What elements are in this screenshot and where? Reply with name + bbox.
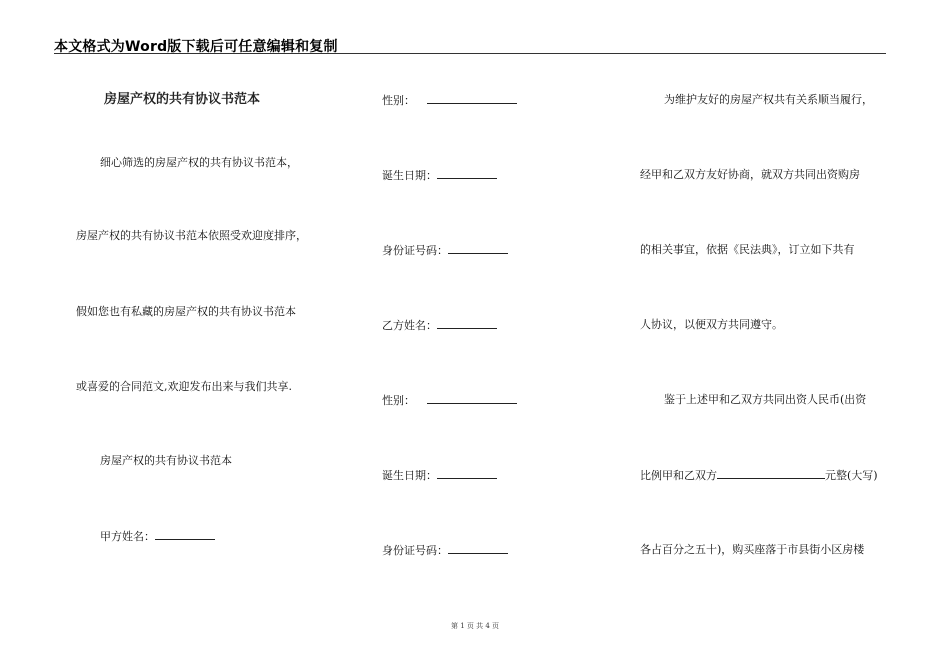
document-header: 本文格式为Word版下载后可任意编辑和复制 — [54, 39, 338, 55]
paragraph-line: 经甲和乙双方友好协商，就双方共同出资购房 — [640, 168, 860, 181]
gender-label: 性别： — [382, 94, 415, 107]
column-1 — [0, 0, 340, 672]
paragraph-line: 鉴于上述甲和乙双方共同出资人民币(出资 — [664, 393, 867, 406]
birth-blank[interactable] — [437, 168, 497, 179]
page-footer: 第 1 页 共 4 页 — [450, 622, 500, 630]
party-a-gender-row — [382, 93, 517, 108]
party-b-birth-row — [382, 468, 497, 483]
paragraph-line: 或喜爱的合同范文,欢迎发布出来与我们共享. — [76, 380, 292, 393]
party-a-name-blank[interactable] — [155, 529, 215, 540]
ratio-suffix: 元整(大写) — [825, 469, 878, 482]
party-a-name-label: 甲方姓名： — [100, 530, 155, 543]
id-label: 身份证号码： — [382, 544, 448, 557]
id-blank[interactable] — [448, 243, 508, 254]
paragraph-line: 假如您也有私藏的房屋产权的共有协议书范本 — [76, 305, 296, 318]
birth-label: 诞生日期： — [382, 169, 437, 182]
id-label: 身份证号码： — [382, 244, 448, 257]
amount-blank[interactable] — [717, 468, 825, 479]
gender-label: 性别： — [382, 394, 415, 407]
column-3 — [620, 0, 900, 672]
paragraph-line-with-blank — [640, 468, 878, 483]
birth-blank[interactable] — [437, 468, 497, 479]
paragraph-line: 为维护友好的房屋产权共有关系顺当履行， — [664, 93, 873, 106]
party-b-name-row — [382, 318, 497, 333]
gender-blank[interactable] — [427, 93, 517, 104]
ratio-prefix: 比例甲和乙双方 — [640, 469, 717, 482]
id-blank[interactable] — [448, 543, 508, 554]
party-a-id-row — [382, 243, 508, 258]
gender-blank[interactable] — [427, 393, 517, 404]
paragraph-line: 各占百分之五十)，购买座落于市县街小区房楼 — [640, 543, 865, 556]
party-a-name-row — [100, 529, 215, 544]
party-b-id-row — [382, 543, 508, 558]
paragraph-line: 细心筛选的房屋产权的共有协议书范本， — [100, 156, 298, 169]
paragraph-line: 房屋产权的共有协议书范本 — [100, 454, 232, 467]
column-2 — [340, 0, 620, 672]
paragraph-line: 房屋产权的共有协议书范本依照受欢迎度排序， — [76, 229, 307, 242]
party-b-name-blank[interactable] — [437, 318, 497, 329]
birth-label: 诞生日期： — [382, 469, 437, 482]
party-a-birth-row — [382, 168, 497, 183]
party-b-name-label: 乙方姓名： — [382, 319, 437, 332]
paragraph-line: 的相关事宜，依据《民法典》，订立如下共有 — [640, 243, 855, 256]
party-b-gender-row — [382, 393, 517, 408]
paragraph-line: 人协议，以便双方共同遵守。 — [640, 318, 783, 331]
document-title: 房屋产权的共有协议书范本 — [104, 92, 261, 107]
